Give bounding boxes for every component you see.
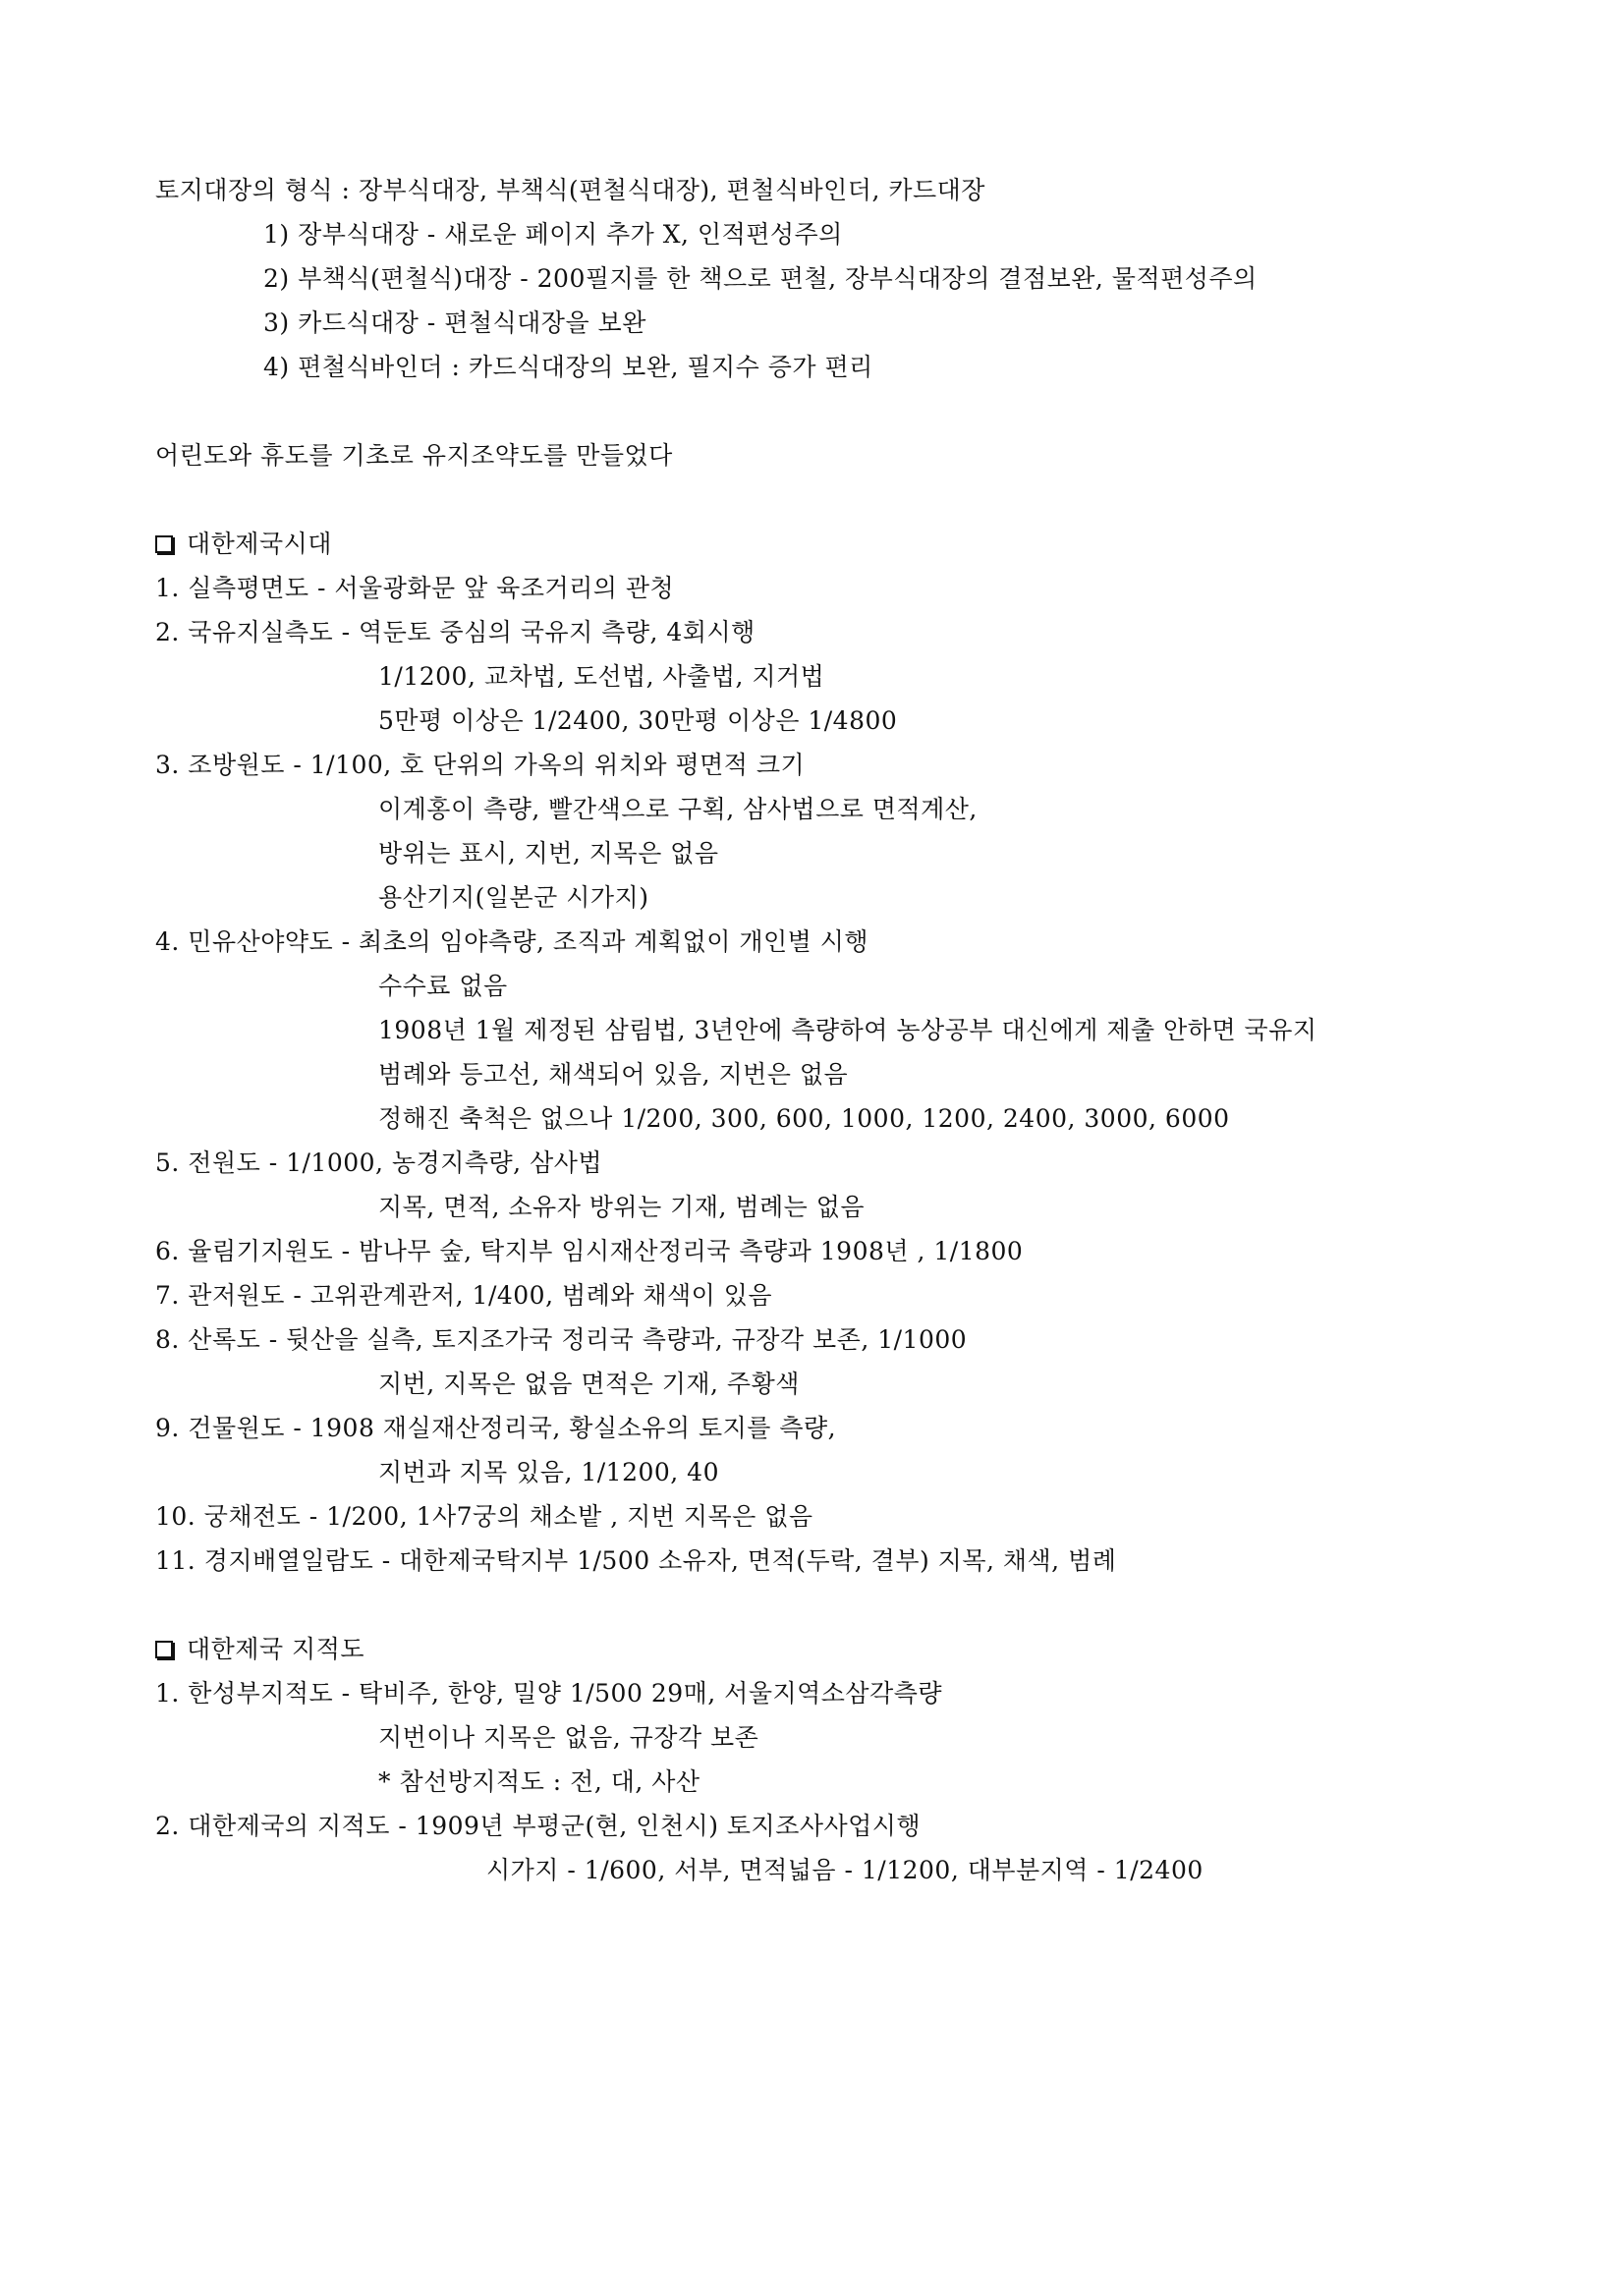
list-item-detail: 1908년 1월 제정된 삼림법, 3년안에 측량하여 농상공부 대신에게 제출 안하면 국유지 <box>378 1016 1317 1044</box>
checkbox-bullet-icon <box>155 535 173 553</box>
list-item-detail: 5만평 이상은 1/2400, 30만평 이상은 1/4800 <box>378 706 898 735</box>
list-item: 10. 궁채전도 - 1/200, 1사7궁의 채소밭 , 지번 지목은 없음 <box>155 1502 813 1531</box>
list-item-detail: 정해진 축척은 없으나 1/200, 300, 600, 1000, 1200, 2400, 3000, 6000 <box>378 1104 1230 1133</box>
list-item: 5. 전원도 - 1/1000, 농경지측량, 삼사법 <box>155 1148 603 1177</box>
list-item-detail: 범례와 등고선, 채색되어 있음, 지번은 없음 <box>378 1060 849 1089</box>
list-item: 1. 실측평면도 - 서울광화문 앞 육조거리의 관청 <box>155 574 675 602</box>
list-item-detail: 지목, 면적, 소유자 방위는 기재, 범례는 없음 <box>378 1193 866 1221</box>
list-item: 8. 산록도 - 뒷산을 실측, 토지조가국 정리국 측량과, 규장각 보존, 1/1000 <box>155 1325 968 1354</box>
section-heading <box>155 1632 364 1667</box>
intro-heading: 토지대장의 형식 : 장부식대장, 부책식(편철식대장), 편철식바인더, 카드대장 <box>155 176 985 204</box>
list-item: 2. 대한제국의 지적도 - 1909년 부평군(현, 인천시) 토지조사사업시행 <box>155 1812 922 1840</box>
list-item: 9. 건물원도 - 1908 재실재산정리국, 황실소유의 토지를 측량, <box>155 1414 837 1442</box>
list-item-detail: 용산기지(일본군 시가지) <box>378 883 649 912</box>
list-item-detail: 이계홍이 측량, 빨간색으로 구획, 삼사법으로 면적계산, <box>378 795 978 823</box>
intro-item: 2) 부책식(편철식)대장 - 200필지를 한 책으로 편철, 장부식대장의 결점보완, 물적편성주의 <box>263 264 1258 293</box>
list-item-detail: 수수료 없음 <box>378 972 508 1000</box>
list-item: 2. 국유지실측도 - 역둔토 중심의 국유지 측량, 4회시행 <box>155 618 756 646</box>
list-item-detail: 시가지 - 1/600, 서부, 면적넓음 - 1/1200, 대부분지역 - 1/2400 <box>486 1856 1204 1884</box>
list-item-detail: 지번과 지목 있음, 1/1200, 40 <box>378 1458 719 1486</box>
intro-item: 3) 카드식대장 - 편철식대장을 보완 <box>263 308 646 337</box>
list-item: 3. 조방원도 - 1/100, 호 단위의 가옥의 위치와 평면적 크기 <box>155 751 806 779</box>
list-item: 4. 민유산야약도 - 최초의 임야측량, 조직과 계획없이 개인별 시행 <box>155 927 869 956</box>
list-item-detail: 1/1200, 교차법, 도선법, 사출법, 지거법 <box>378 662 825 691</box>
section-heading <box>155 527 332 562</box>
checkbox-bullet-icon <box>155 1641 173 1658</box>
list-item-detail: 지번, 지목은 없음 면적은 기재, 주황색 <box>378 1370 800 1398</box>
list-item-detail: 지번이나 지목은 없음, 규장각 보존 <box>378 1723 759 1752</box>
list-item-detail: * 참선방지적도 : 전, 대, 사산 <box>378 1767 700 1796</box>
list-item: 6. 율림기지원도 - 밤나무 숲, 탁지부 임시재산정리국 측량과 1908년 , 1/1800 <box>155 1237 1024 1265</box>
section-title: 대한제국 지적도 <box>187 1635 364 1663</box>
list-item: 11. 경지배열일람도 - 대한제국탁지부 1/500 소유자, 면적(두락, 결부) 지목, 채색, 범례 <box>155 1546 1117 1575</box>
intro-item: 1) 장부식대장 - 새로운 페이지 추가 X, 인적편성주의 <box>263 220 843 249</box>
list-item-detail: 방위는 표시, 지번, 지목은 없음 <box>378 839 719 868</box>
intro-item: 4) 편철식바인더 : 카드식대장의 보완, 필지수 증가 편리 <box>263 353 873 381</box>
intro-note: 어린도와 휴도를 기초로 유지조약도를 만들었다 <box>155 441 673 470</box>
list-item: 7. 관저원도 - 고위관계관저, 1/400, 범례와 채색이 있음 <box>155 1281 773 1310</box>
list-item: 1. 한성부지적도 - 탁비주, 한양, 밀양 1/500 29매, 서울지역소삼각측량 <box>155 1679 943 1708</box>
section-title: 대한제국시대 <box>187 530 332 558</box>
